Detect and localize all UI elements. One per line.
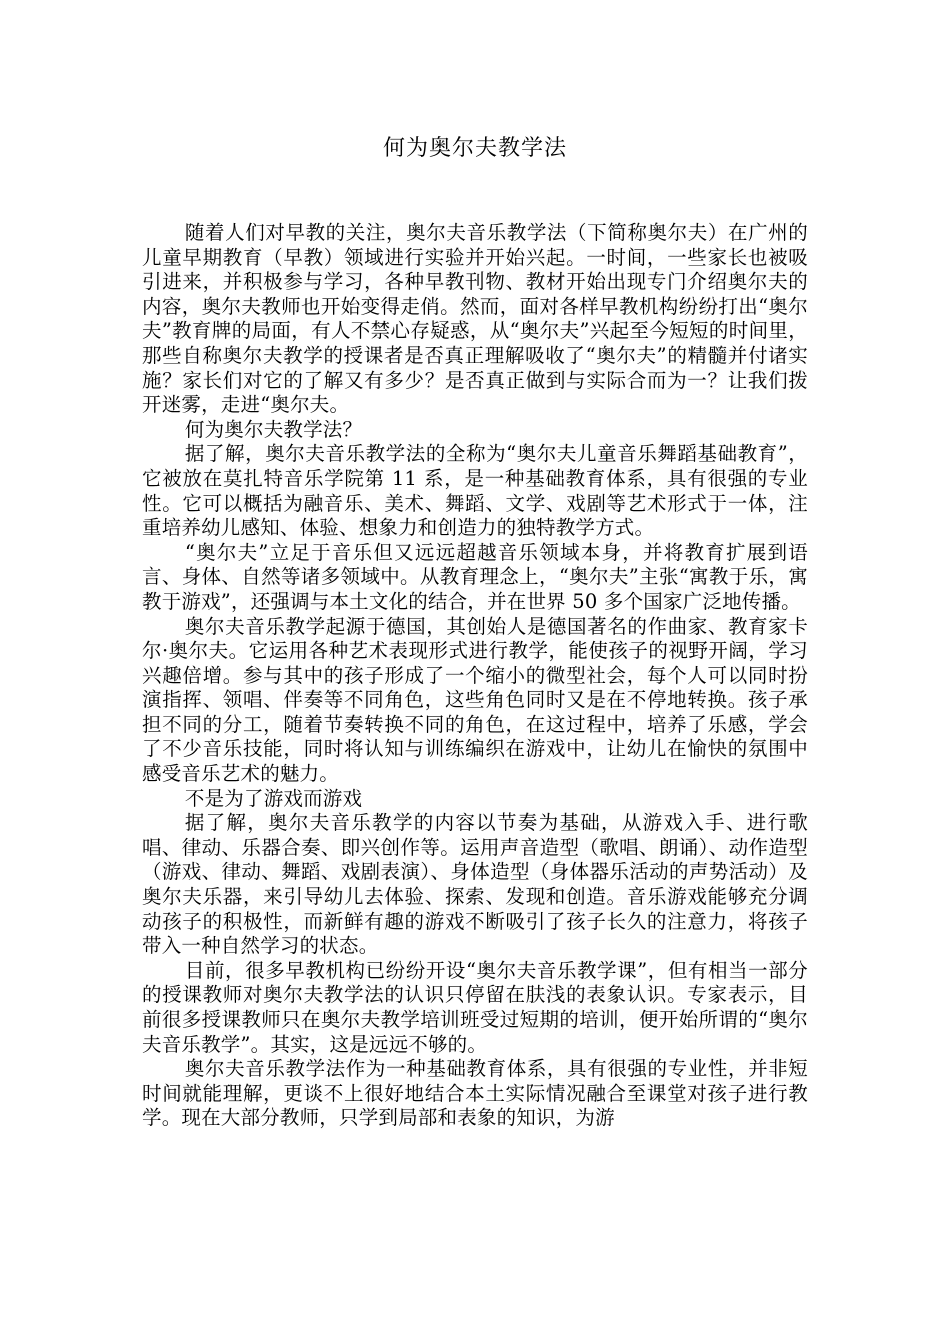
body-paragraph-current-state: 目前，很多早教机构已纷纷开设“奥尔夫音乐教学课”，但有相当一部分的授课教师对奥尔夫教学法的认识只停留在肤浅的表象认识。专家表示，目前很多授课教师只在奥尔夫教学培训班受过短期的培训，便开始所谓的“奥尔夫音乐教学”。其实，这是远远不够的。 bbox=[142, 958, 808, 1056]
section-heading-what-is-orff: 何为奥尔夫教学法？ bbox=[184, 417, 363, 441]
body-paragraph-content: 据了解，奥尔夫音乐教学的内容以节奏为基础，从游戏入手、进行歌唱、律动、乐器合奏、即兴创作等。运用声音造型（歌唱、朗诵）、动作造型（游戏、律动、舞蹈、戏剧表演）、身体造型（身体器乐活动的声势活动）及奥尔夫乐器，来引导幼儿去体验、探索、发现和创造。音乐游戏能够充分调动孩子的积极性，而新鲜有趣的游戏不断吸引了孩子长久的注意力，将孩子带入一种自然学习的状态。 bbox=[142, 811, 808, 958]
body-paragraph-origin: 奥尔夫音乐教学起源于德国，其创始人是德国著名的作曲家、教育家卡尔·奥尔夫。它运用各种艺术表现形式进行教学，能使孩子的视野开阔，学习兴趣倍增。参与其中的孩子形成了一个缩小的微型社会，每个人可以同时扮演指挥、领唱、伴奏等不同角色，这些角色同时又是在不停地转换。孩子承担不同的分工，随着节奏转换不同的角色，在这过程中，培养了乐感，学会了不少音乐技能，同时将认知与训练编织在游戏中，让幼儿在愉快的氛围中感受音乐艺术的魅力。 bbox=[142, 614, 808, 786]
body-paragraph-definition: 据了解，奥尔夫音乐教学法的全称为“奥尔夫儿童音乐舞蹈基础教育”，它被放在莫扎特音乐学院第 11 系，是一种基础教育体系，具有很强的专业性。它可以概括为融音乐、美术、舞蹈、文学、戏剧等艺术形式于一体，注重培养幼儿感知、体验、想象力和创造力的独特教学方式。 bbox=[142, 442, 808, 540]
body-paragraph-scope: “奥尔夫”立足于音乐但又远远超越音乐领域本身，并将教育扩展到语言、身体、自然等诸多领域中。从教育理念上，“奥尔夫”主张“寓教于乐，寓教于游戏”，还强调与本土文化的结合，并在世界 50 多个国家广泛地传播。 bbox=[142, 540, 808, 613]
document-body bbox=[142, 221, 808, 1131]
body-paragraph-intro: 随着人们对早教的关注，奥尔夫音乐教学法（下简称奥尔夫）在广州的儿童早期教育（早教）领域进行实验并开始兴起。一时间，一些家长也被吸引进来，并积极参与学习，各种早教刊物、教材开始出现专门介绍奥尔夫的内容，奥尔夫教师也开始变得走俏。然而，面对各样早教机构纷纷打出“奥尔夫”教育牌的局面，有人不禁心存疑惑，从“奥尔夫”兴起至今短短的时间里，那些自称奥尔夫教学的授课者是否真正理解吸收了“奥尔夫”的精髓并付诸实施？家长们对它的了解又有多少？是否真正做到与实际合而为一？让我们拨开迷雾，走进“奥尔夫。 bbox=[142, 221, 808, 417]
section-heading-not-for-games: 不是为了游戏而游戏 bbox=[184, 786, 363, 810]
document-title: 何为奥尔夫教学法 bbox=[382, 136, 567, 161]
body-paragraph-professional: 奥尔夫音乐教学法作为一种基础教育体系，具有很强的专业性，并非短时间就能理解，更谈不上很好地结合本土实际情况融合至课堂对孩子进行教学。现在大部分教师，只学到局部和表象的知识，为游 bbox=[142, 1057, 808, 1130]
